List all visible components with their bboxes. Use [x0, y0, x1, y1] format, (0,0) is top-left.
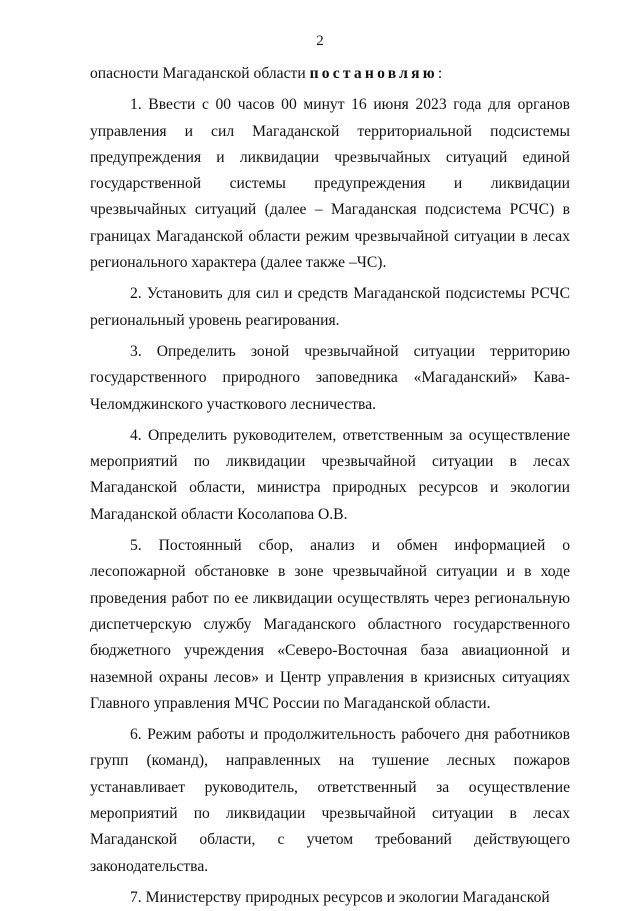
intro-emphasis: постановляю [309, 65, 438, 82]
paragraph-2: 2. Установить для сил и средств Магаданской подсистемы РСЧС региональный уровень реагирования. [90, 285, 570, 329]
paragraph-6: 6. Режим работы и продолжительность рабочего дня работников групп (команд), направленных на тушение лесных пожаров устанавливает руководитель, ответственный за осуществление мероприятий по ликвидации чрезвычайной ситуации в лесах Магаданской области, с учетом требований действующего законодательства. [90, 726, 570, 875]
paragraph-4: 4. Определить руководителем, ответственным за осуществление мероприятий по ликвидации чрезвычайной ситуации в лесах Магаданской области, министра природных ресурсов и экологии Магаданской области Косолапова О.В. [90, 426, 570, 523]
page-number: 2 [316, 33, 324, 49]
document-body [90, 61, 570, 911]
intro-paragraph [90, 61, 570, 87]
intro-end: : [437, 65, 443, 82]
paragraph-5: 5. Постоянный сбор, анализ и обмен информацией о лесопожарной обстановке в зоне чрезвычайной ситуации и в ходе проведения работ по ее ликвидации осуществлять через региональную диспетчерскую службу Магаданского областного государственного бюджетного учреждения «Северо-Восточная база авиационной и наземной охраны лесов» и Центр управления в кризисных ситуациях Главного управления МЧС России по Магаданской области. [90, 537, 570, 712]
intro-text: опасности Магаданской области [90, 65, 310, 82]
paragraph-3: 3. Определить зоной чрезвычайной ситуации территорию государственного природного заповедника «Магаданский» Кава-Челомджинского участкового лесничества. [90, 342, 570, 413]
paragraph-1: 1. Ввести с 00 часов 00 минут 16 июня 2023 года для органов управления и сил Магаданской территориальной подсистемы предупреждения и ликвидации чрезвычайных ситуаций единой государственной системы предупреждения и ликвидации чрезвычайных ситуаций (далее – Магаданская подсистема РСЧС) в границах Магаданской области режим чрезвычайной ситуации в лесах регионального характера (далее также –ЧС). [90, 96, 570, 272]
paragraph-7: 7. Министерству природных ресурсов и экологии Магаданской [130, 888, 550, 906]
